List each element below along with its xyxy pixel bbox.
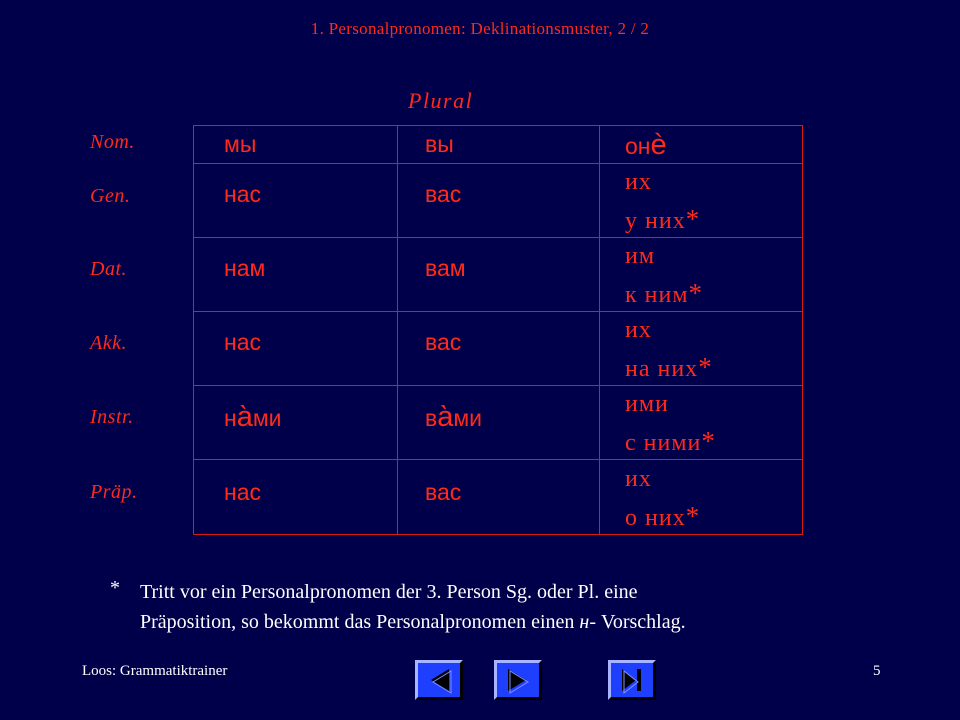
- last-slide-icon: [611, 663, 653, 697]
- cell-akk-3pl: их: [625, 317, 652, 343]
- cell-gen-1pl: нас: [224, 181, 261, 207]
- cell-praep-3pl-prep-text: о них: [625, 505, 686, 531]
- cell-gen-3pl-prep: [625, 204, 700, 235]
- cell-instr-3pl-prep-text: с ними: [625, 430, 702, 456]
- cell-instr-2pl-accent: а̀: [437, 401, 454, 433]
- table-border-bottom: [193, 534, 803, 535]
- cell-nom-2pl: вы: [425, 131, 454, 157]
- cell-praep-2pl: вас: [425, 479, 462, 505]
- footnote-marker: *: [698, 352, 713, 382]
- cell-akk-2pl: вас: [425, 329, 462, 355]
- footer-author: Loos: Grammatiktrainer: [82, 663, 228, 679]
- footnote-star: *: [110, 577, 120, 599]
- declension-table: [193, 125, 803, 535]
- footnote-line-2-letter: н: [579, 611, 590, 633]
- cell-dat-1pl: нам: [224, 255, 266, 281]
- table-col-divider: [599, 125, 600, 535]
- footnote-line-2-pre: Präposition, so bekommt das Personalpronomen einen: [140, 611, 580, 633]
- table-row-divider: [193, 163, 803, 164]
- table-row-divider: [193, 311, 803, 312]
- footnote-line-1: Tritt vor ein Personalpronomen der 3. Person Sg. oder Pl. eine: [140, 581, 638, 603]
- table-border-right: [802, 125, 803, 535]
- previous-slide-button[interactable]: [415, 660, 463, 700]
- cell-akk-3pl-prep: [625, 352, 713, 383]
- table-row-divider: [193, 237, 803, 238]
- cell-instr-2pl-post: ми: [453, 405, 483, 431]
- cell-nom-3pl: [625, 129, 667, 162]
- footnote-line-2: [140, 607, 900, 637]
- next-slide-button[interactable]: [494, 660, 542, 700]
- table-border-left: [193, 125, 194, 535]
- table-border-top: [193, 125, 803, 126]
- cell-instr-1pl-pre: н: [224, 405, 237, 431]
- cell-nom-1pl: мы: [224, 131, 257, 157]
- cell-dat-3pl-prep: [625, 278, 703, 309]
- cell-instr-2pl: [425, 401, 482, 434]
- cell-akk-1pl: нас: [224, 329, 261, 355]
- cell-praep-3pl-prep: [625, 501, 700, 532]
- cell-instr-3pl: ими: [625, 391, 669, 417]
- case-label-instr: Instr.: [90, 406, 134, 428]
- cell-instr-2pl-pre: в: [425, 405, 438, 431]
- case-label-nom: Nom.: [90, 131, 135, 153]
- case-label-praep: Präp.: [90, 481, 138, 503]
- cell-dat-2pl: вам: [425, 255, 466, 281]
- plural-heading: Plural: [408, 88, 474, 113]
- cell-nom-3pl-accent: è: [650, 129, 667, 161]
- cell-instr-1pl: [224, 401, 282, 434]
- table-row-divider: [193, 459, 803, 460]
- last-slide-button[interactable]: [608, 660, 656, 700]
- case-label-dat: Dat.: [90, 258, 127, 280]
- cell-gen-3pl: их: [625, 169, 652, 195]
- cell-nom-3pl-base: он: [625, 133, 651, 159]
- next-slide-icon: [497, 663, 539, 697]
- cell-dat-3pl-prep-text: к ним: [625, 282, 689, 308]
- cell-instr-1pl-post: ми: [252, 405, 282, 431]
- cell-gen-3pl-prep-text: у них: [625, 208, 686, 234]
- cell-akk-3pl-prep-text: на них: [625, 356, 699, 382]
- previous-slide-icon: [418, 663, 460, 697]
- footnote-marker: *: [685, 501, 701, 531]
- page-number: 5: [873, 663, 881, 679]
- footnote-marker: *: [701, 426, 716, 456]
- cell-praep-1pl: нас: [224, 479, 261, 505]
- case-label-gen: Gen.: [90, 185, 131, 207]
- table-row-divider: [193, 385, 803, 386]
- slide-title: 1. Personalpronomen: Deklinationsmuster, 2 / 2: [310, 19, 650, 38]
- footnote-line-2-post: - Vorschlag.: [589, 611, 686, 633]
- footnote-marker: *: [685, 204, 701, 234]
- cell-dat-3pl: им: [625, 243, 656, 269]
- cell-instr-3pl-prep: [625, 426, 716, 457]
- footnote-marker: *: [688, 278, 704, 308]
- cell-praep-3pl: их: [625, 466, 652, 492]
- case-label-akk: Akk.: [90, 332, 127, 354]
- cell-instr-1pl-accent: а̀: [236, 401, 253, 433]
- table-col-divider: [397, 125, 398, 535]
- footnote-text: [140, 577, 900, 637]
- cell-gen-2pl: вас: [425, 181, 462, 207]
